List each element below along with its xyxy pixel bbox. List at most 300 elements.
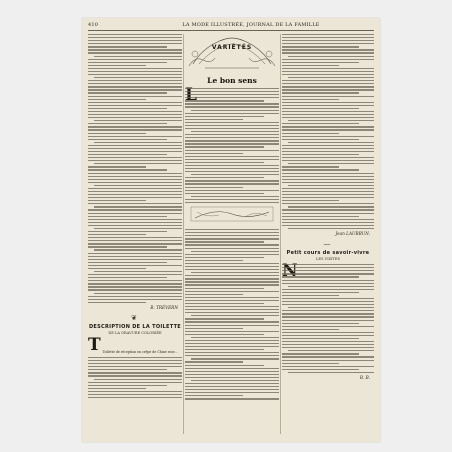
text-line: [282, 197, 374, 198]
text-line: [88, 391, 182, 392]
text-line: [185, 143, 279, 144]
text-line: [185, 334, 264, 335]
text-line: [185, 260, 243, 261]
text-line: [185, 113, 279, 114]
text-line: [282, 264, 374, 265]
text-line: [282, 369, 359, 370]
text-line: [185, 383, 279, 384]
text-line: [185, 386, 279, 387]
text-line: [185, 153, 243, 154]
text-line: [282, 62, 359, 63]
text-line: [282, 329, 339, 330]
journal-title: LA MODE ILLUSTRÉE, JOURNAL DE LA FAMILLE: [182, 22, 320, 28]
text-line: [288, 228, 374, 229]
text-line: [185, 106, 279, 107]
text-line: [185, 275, 279, 276]
text-line: [185, 100, 264, 101]
text-line: [185, 269, 279, 270]
text-line: [185, 168, 279, 169]
text-line: [282, 276, 359, 277]
text-line: [88, 182, 182, 183]
text-line: [185, 389, 279, 390]
text-line: [191, 380, 279, 381]
text-line: [282, 295, 339, 296]
text-line: [282, 191, 374, 192]
text-line: [282, 68, 374, 69]
text-line: [185, 235, 279, 236]
text-line: [88, 68, 182, 69]
text-line: [185, 134, 279, 135]
text-line: [88, 274, 182, 275]
text-line: [88, 86, 182, 87]
text-line: [282, 102, 374, 103]
text-line: [282, 173, 374, 174]
text-line: [88, 80, 182, 81]
text-line: [88, 71, 182, 72]
right-column: [282, 34, 374, 438]
text-line: [185, 368, 279, 369]
text-line: [185, 318, 264, 319]
text-line: [282, 96, 374, 97]
text-line: [282, 273, 374, 274]
article-body: [185, 88, 279, 203]
text-line: [282, 123, 359, 124]
text-line: [282, 136, 374, 137]
text-line: [185, 156, 279, 157]
text-line: [88, 99, 146, 100]
text-line: [282, 80, 374, 81]
text-line: [88, 62, 167, 63]
text-line: [185, 116, 264, 117]
text-line: [282, 126, 374, 127]
text-line: [88, 151, 182, 152]
text-line: [88, 203, 182, 204]
text-block: [185, 88, 279, 203]
text-line: [88, 357, 182, 358]
text-line: [88, 200, 146, 201]
intro-text: Toilette de réception en crêpe de Chine rose...: [102, 349, 178, 354]
dropcap: T: [88, 334, 101, 355]
text-line: [282, 316, 374, 317]
text-line: [88, 246, 167, 247]
text-line: [185, 140, 279, 141]
text-line: [185, 122, 279, 123]
text-line: [88, 49, 182, 50]
middle-column: [185, 34, 279, 438]
text-line: [185, 331, 279, 332]
text-line: [88, 102, 182, 103]
article-title: Le bon sens: [207, 76, 257, 85]
text-line: [282, 353, 359, 354]
text-line: [94, 56, 182, 57]
text-line: [185, 300, 279, 301]
text-line: [88, 222, 182, 223]
text-line: [282, 59, 374, 60]
text-line: [185, 306, 279, 307]
description-paragraph: [88, 334, 182, 357]
left-signature: B. TRÉVERN: [150, 304, 178, 310]
text-line: [282, 179, 374, 180]
text-line: [88, 299, 182, 300]
text-line: [282, 176, 374, 177]
text-line: [88, 139, 167, 140]
text-line: [88, 385, 167, 386]
section-banner: [185, 34, 279, 72]
text-line: [185, 343, 279, 344]
text-line: [282, 111, 374, 112]
text-line: [185, 125, 279, 126]
text-line: [282, 267, 374, 268]
text-line: [282, 105, 374, 106]
text-line: [282, 298, 374, 299]
text-line: [88, 37, 182, 38]
text-line: [185, 395, 243, 396]
text-line: [185, 321, 279, 322]
text-line: [288, 206, 374, 207]
text-line: [288, 120, 374, 121]
text-line: [185, 346, 279, 347]
text-line: [185, 238, 279, 239]
text-line: [88, 123, 167, 124]
text-line: [282, 200, 339, 201]
text-line: [185, 392, 279, 393]
text-line: [185, 361, 243, 362]
text-line: [185, 294, 243, 295]
text-line: [88, 213, 182, 214]
text-line: [185, 190, 279, 191]
text-line: [185, 94, 279, 95]
text-line: [185, 88, 279, 89]
text-line: [88, 225, 182, 226]
text-line: [88, 259, 182, 260]
text-line: [282, 222, 374, 223]
text-line: [88, 286, 182, 287]
text-line: [88, 133, 146, 134]
inline-illustration: [185, 206, 279, 226]
ornament-divider: ❦: [131, 313, 139, 322]
text-line: [282, 301, 374, 302]
text-line: [88, 65, 146, 66]
text-line: [282, 71, 374, 72]
text-line: [88, 375, 182, 376]
section-title: Petit cours de savoir-vivre: [286, 250, 370, 257]
text-line: [282, 74, 374, 75]
text-line: [88, 283, 182, 284]
text-line: [282, 145, 374, 146]
text-line: [88, 111, 182, 112]
text-line: [88, 92, 167, 93]
text-line: [88, 166, 146, 167]
text-line: [94, 206, 182, 207]
text-line: [185, 244, 279, 245]
text-line: [282, 363, 339, 364]
text-line: [185, 309, 279, 310]
text-line: [282, 332, 374, 333]
text-line: [288, 163, 374, 164]
text-line: [282, 209, 374, 210]
text-line: [282, 225, 374, 226]
text-line: [88, 74, 182, 75]
text-line: [185, 103, 279, 104]
text-line: [185, 266, 279, 267]
text-line: [282, 313, 374, 314]
text-line: [282, 83, 374, 84]
text-line: [88, 369, 167, 370]
text-line: [282, 148, 374, 149]
text-line: [88, 397, 182, 398]
text-line: [288, 185, 374, 186]
text-line: [185, 199, 279, 200]
text-line: [288, 56, 374, 57]
text-line: [282, 270, 374, 271]
text-line: [288, 372, 374, 373]
text-line: [88, 363, 182, 364]
text-line: [185, 257, 264, 258]
text-line: [282, 356, 374, 357]
left-column: [88, 34, 182, 438]
text-line: [88, 256, 182, 257]
right-signature: Jean LAUBRUN.: [335, 231, 370, 237]
text-line: [282, 139, 359, 140]
text-line: [88, 366, 182, 367]
text-line: [191, 315, 279, 316]
text-line: [282, 117, 374, 118]
text-line: [88, 160, 182, 161]
text-line: [88, 209, 182, 210]
text-line: [282, 46, 359, 47]
text-line: [282, 160, 374, 161]
text-line: [282, 89, 374, 90]
text-line: [185, 288, 264, 289]
text-line: [88, 43, 182, 44]
text-line: [191, 196, 279, 197]
text-line: [88, 243, 182, 244]
text-line: [282, 338, 359, 339]
text-line: [282, 347, 374, 348]
text-line: [282, 166, 339, 167]
text-line: [88, 154, 167, 155]
text-line: [185, 254, 279, 255]
text-line: [185, 263, 279, 264]
text-line: [88, 253, 182, 254]
text-line: [185, 229, 279, 230]
text-line: [88, 34, 182, 35]
text-line: [88, 145, 182, 146]
decorative-banner-illustration: [185, 34, 279, 72]
text-line: [185, 202, 279, 203]
text-line: [282, 129, 374, 130]
text-line: [185, 398, 279, 399]
text-line: [282, 43, 374, 44]
end-initials: B. B.: [359, 375, 370, 381]
text-line: [191, 251, 279, 252]
text-line: [191, 131, 279, 132]
vignette-illustration: [185, 206, 279, 222]
text-line: [185, 180, 279, 181]
text-line: [282, 154, 359, 155]
text-line: [88, 268, 146, 269]
text-line: [185, 281, 279, 282]
text-line: [288, 350, 374, 351]
text-line: [185, 312, 279, 313]
text-line: [282, 360, 374, 361]
text-line: [282, 341, 374, 342]
column-divider: [183, 34, 184, 434]
text-line: [282, 99, 339, 100]
article-body: [282, 264, 374, 373]
text-line: [282, 194, 374, 195]
text-line: [191, 337, 279, 338]
column-divider: [280, 34, 281, 434]
text-line: [88, 46, 167, 47]
text-line: [185, 241, 264, 242]
text-line: [94, 228, 182, 229]
text-line: [94, 249, 182, 250]
text-line: [185, 119, 243, 120]
text-line: [185, 171, 279, 172]
text-line: [185, 297, 279, 298]
text-block: [88, 357, 182, 398]
text-line: [191, 272, 279, 273]
text-line: [94, 142, 182, 143]
text-line: [282, 219, 374, 220]
text-line: [88, 188, 182, 189]
text-line: [282, 320, 374, 321]
text-line: [282, 169, 359, 170]
text-line: [88, 191, 182, 192]
text-line: [282, 133, 339, 134]
text-line: [185, 328, 243, 329]
text-line: [88, 148, 182, 149]
section-subtitle: LES VISITES: [316, 257, 340, 262]
text-line: [185, 146, 264, 147]
text-line: [185, 183, 279, 184]
text-line: [185, 177, 264, 178]
text-line: [282, 182, 374, 183]
text-line: [88, 289, 182, 290]
text-line: [94, 163, 182, 164]
text-line: [88, 89, 182, 90]
text-line: [282, 86, 374, 87]
text-line: [88, 231, 167, 232]
text-line: [94, 77, 182, 78]
text-line: [282, 304, 374, 305]
text-line: [288, 77, 374, 78]
text-line: [185, 284, 279, 285]
text-line: [88, 240, 182, 241]
text-line: [88, 394, 182, 395]
text-line: [282, 157, 374, 158]
text-line: [88, 108, 167, 109]
text-line: [185, 159, 279, 160]
text-line: [88, 216, 167, 217]
section-subtitle: DE LA GRAVURE COLORIÉE: [108, 330, 162, 335]
newspaper-page: [82, 18, 380, 442]
text-line: [185, 187, 243, 188]
text-line: [185, 371, 279, 372]
text-line: [185, 374, 279, 375]
text-line: [88, 40, 182, 41]
text-line: [282, 37, 374, 38]
text-line: [185, 232, 279, 233]
text-line: [282, 188, 374, 189]
text-line: [88, 136, 182, 137]
text-block: [185, 229, 279, 399]
text-line: [282, 310, 374, 311]
text-line: [185, 365, 264, 366]
text-line: [88, 117, 182, 118]
text-line: [94, 293, 182, 294]
text-line: [282, 283, 374, 284]
text-line: [191, 110, 279, 111]
text-line: [88, 262, 167, 263]
text-line: [282, 335, 374, 336]
text-line: [288, 142, 374, 143]
text-line: [88, 96, 182, 97]
text-line: [88, 169, 167, 170]
text-line: [282, 326, 374, 327]
text-line: [282, 52, 374, 53]
text-line: [185, 325, 279, 326]
text-line: [282, 203, 374, 204]
text-line: [288, 307, 374, 308]
text-line: [88, 388, 146, 389]
text-line: [185, 162, 264, 163]
text-line: [282, 213, 374, 214]
text-line: [185, 137, 279, 138]
text-line: [88, 302, 146, 303]
text-line: [88, 296, 182, 297]
text-line: [88, 372, 182, 373]
text-line: [185, 278, 279, 279]
text-line: [88, 105, 182, 106]
text-line: [88, 59, 182, 60]
text-line: [88, 176, 182, 177]
text-line: [185, 150, 279, 151]
text-line: [88, 360, 182, 361]
text-block: [282, 264, 374, 373]
text-line: [88, 126, 182, 127]
text-line: [94, 271, 182, 272]
text-line: [185, 165, 279, 166]
text-line: [282, 114, 374, 115]
text-line: [94, 185, 182, 186]
text-line: [288, 286, 374, 287]
text-line: [282, 289, 374, 290]
text-line: [88, 83, 182, 84]
text-line: [282, 292, 359, 293]
text-line: [88, 194, 182, 195]
text-line: [88, 197, 182, 198]
text-line: [88, 237, 182, 238]
text-line: [282, 366, 374, 367]
text-line: [185, 349, 264, 350]
text-block: [88, 34, 182, 303]
text-line: [282, 65, 339, 66]
text-line: [282, 40, 374, 41]
text-line: [88, 382, 182, 383]
text-line: [282, 344, 374, 345]
text-line: [282, 216, 359, 217]
text-line: [88, 52, 182, 53]
text-line: [282, 151, 374, 152]
text-line: [282, 92, 359, 93]
text-line: [88, 114, 182, 115]
banner-label: VARIÉTÉS: [211, 44, 253, 51]
text-line: [88, 157, 182, 158]
text-line: [185, 291, 279, 292]
text-line: [88, 219, 182, 220]
